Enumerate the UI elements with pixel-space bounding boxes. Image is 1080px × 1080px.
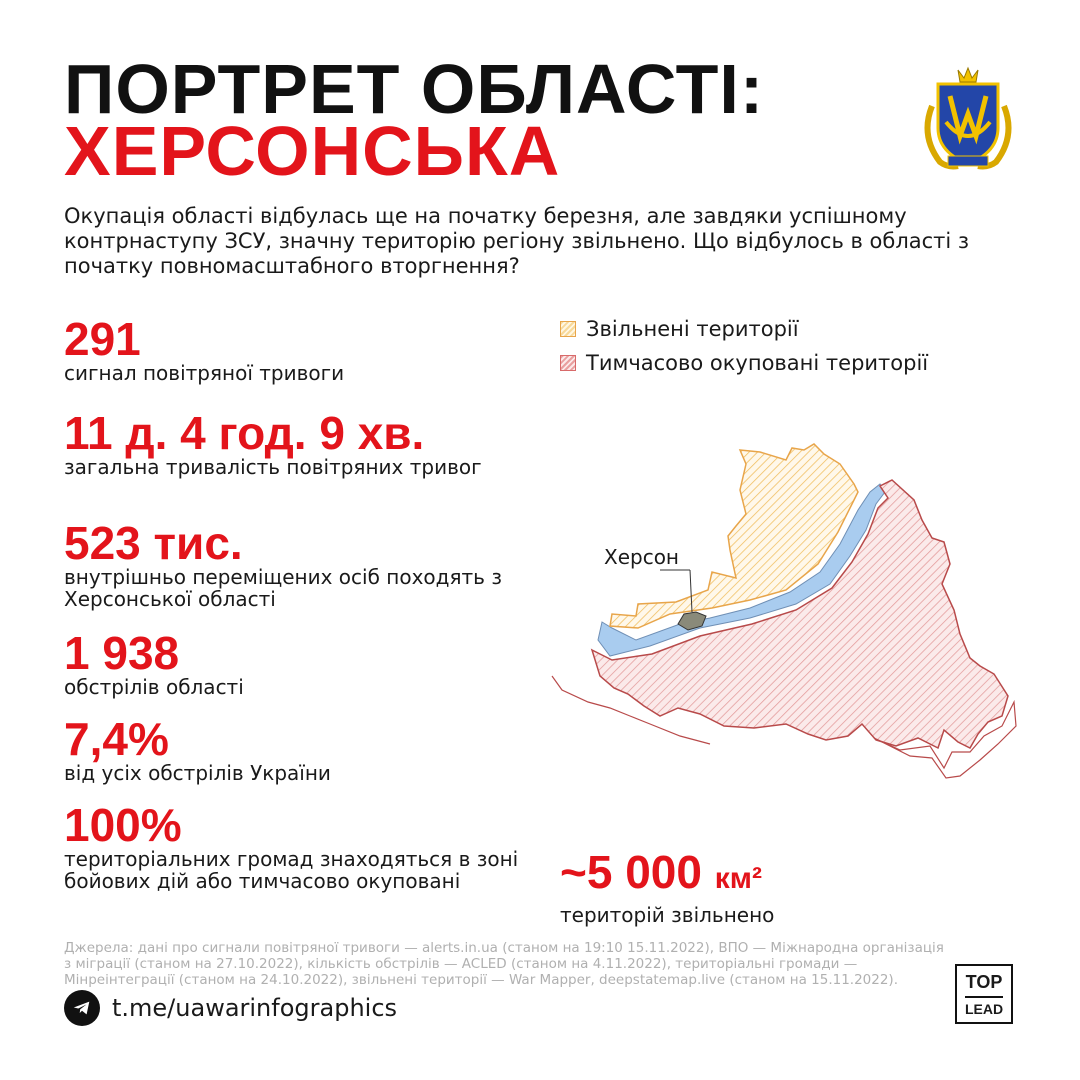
stat-label: від усіх обстрілів України bbox=[64, 761, 331, 785]
stat-shelling-share bbox=[64, 713, 524, 785]
stat-label: загальна тривалість повітряних тривог bbox=[64, 455, 482, 479]
stat-value: 291 bbox=[64, 313, 141, 365]
stat-idps bbox=[64, 517, 524, 611]
stat-label: територій звільнено bbox=[560, 903, 775, 927]
map-legend bbox=[560, 312, 928, 380]
stat-value: 11 д. 4 год. 9 хв. bbox=[64, 407, 425, 459]
map-label-kherson: Херсон bbox=[604, 545, 680, 569]
coat-of-arms-icon bbox=[918, 66, 1018, 174]
stat-label: внутрішньо переміщених осіб походять з Херсонської області bbox=[64, 565, 502, 611]
top-lead-logo: TOP LEAD bbox=[955, 964, 1013, 1024]
telegram-link-text[interactable]: t.me/uawarinfographics bbox=[112, 994, 398, 1022]
legend-item-occupied bbox=[560, 346, 928, 380]
title-line-2: ХЕРСОНСЬКА bbox=[64, 112, 561, 190]
legend-label: Звільнені території bbox=[586, 317, 799, 341]
liberated-swatch bbox=[560, 321, 576, 337]
stat-alert-duration bbox=[64, 407, 524, 479]
stat-value: 100% bbox=[64, 799, 182, 851]
stat-label: сигнал повітряної тривоги bbox=[64, 361, 345, 385]
stat-air-raid-alerts bbox=[64, 313, 524, 385]
intro-text: Окупація області відбулась ще на початку березня, але завдяки успішному контрнаступу ЗСУ, значну територію регіону звільнено. Що відбулось в області з початку повномасштабного вторгнення? bbox=[64, 204, 970, 278]
legend-label: Тимчасово окуповані території bbox=[586, 351, 929, 375]
legend-item-liberated bbox=[560, 312, 928, 346]
page-title bbox=[64, 50, 765, 190]
liberated-area-stat bbox=[560, 848, 774, 927]
occupied-swatch bbox=[560, 355, 576, 371]
stat-label: територіальних громад знаходяться в зоні бойових дій або тимчасово окуповані bbox=[64, 847, 519, 893]
stat-value: ~5 000 км² bbox=[560, 846, 762, 898]
telegram-icon bbox=[64, 990, 100, 1026]
region-map bbox=[540, 440, 1040, 790]
sources-note: Джерела: дані про сигнали повітряної тривоги — alerts.in.ua (станом на 19:10 15.11.2022), ВПО — Міжнародна організація з міграції (станом на 27.10.2022), кількість обстрілів — ACLED (станом на 4.11.2022), територіальні громади — Мінреінтеграції (станом на 24.10.2022), звільнені території — War Mapper, deepstatemap.live (станом на 15.11.2022). bbox=[64, 940, 944, 988]
telegram-link[interactable] bbox=[64, 990, 397, 1026]
stat-value: 523 тис. bbox=[64, 517, 243, 569]
stat-value: 7,4% bbox=[64, 713, 169, 765]
stat-shellings bbox=[64, 627, 524, 699]
stat-communities bbox=[64, 799, 524, 893]
stat-label: обстрілів області bbox=[64, 675, 244, 699]
title-line-1: ПОРТРЕТ ОБЛАСТІ: bbox=[64, 50, 765, 128]
stat-value: 1 938 bbox=[64, 627, 180, 679]
